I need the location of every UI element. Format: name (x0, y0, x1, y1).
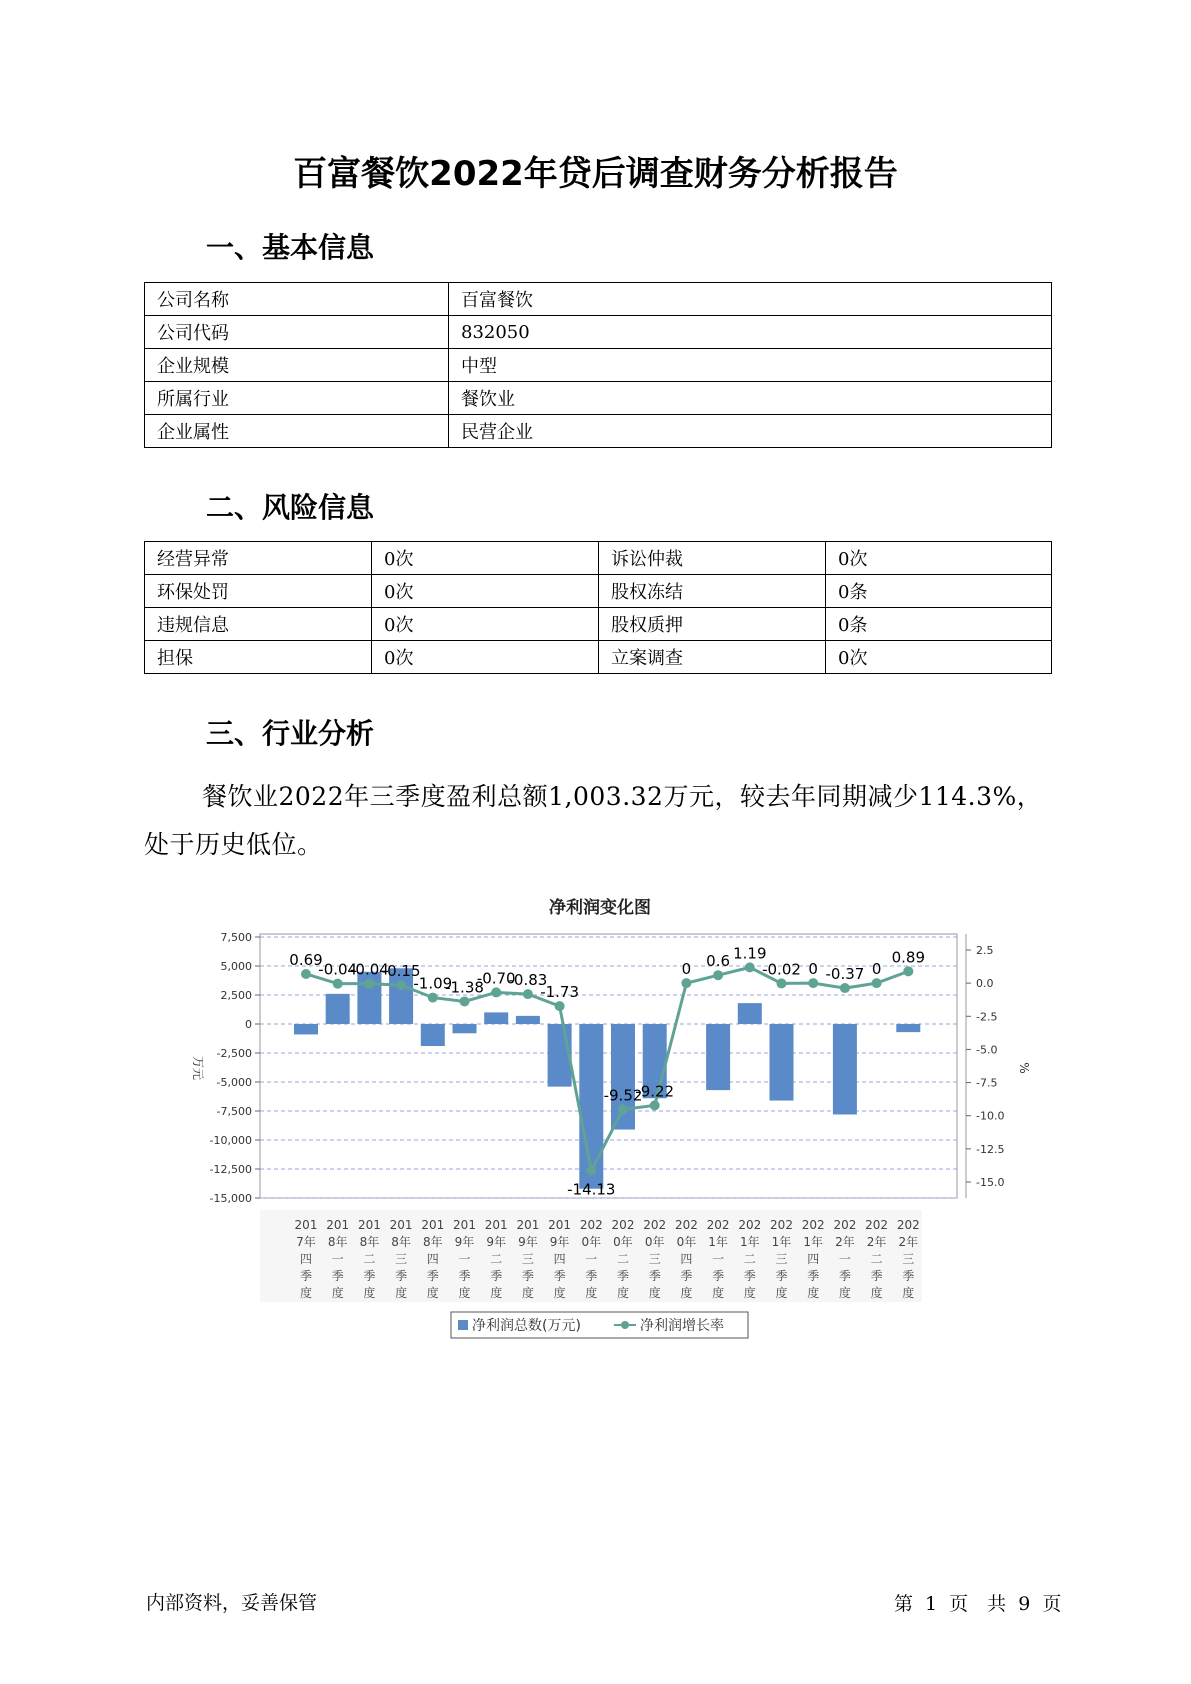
growth-rate-label: 0 (808, 960, 818, 979)
growth-rate-label: -1.09 (413, 974, 453, 993)
basic-info-label: 企业规模 (145, 349, 449, 382)
basic-info-value: 832050 (449, 316, 1052, 349)
risk-info-label: 违规信息 (145, 608, 372, 641)
category-label: 季 (490, 1269, 503, 1283)
left-tick-label: -12,500 (209, 1163, 252, 1176)
category-label: 度 (712, 1286, 725, 1300)
growth-rate-point (777, 978, 787, 988)
footer-page-number: 第 1 页 共 9 页 (894, 1593, 1062, 1615)
category-label: 9年 (486, 1235, 507, 1249)
category-label: 202 (833, 1218, 857, 1232)
growth-rate-label: 0.6 (706, 952, 731, 971)
category-label: 度 (521, 1286, 534, 1300)
bar (770, 1024, 794, 1101)
growth-rate-point (618, 1104, 628, 1114)
growth-rate-point (713, 970, 723, 980)
category-label: 9年 (518, 1235, 538, 1249)
risk-info-label: 担保 (145, 641, 372, 674)
category-label: 201 (326, 1218, 350, 1232)
section-heading-basic-info: 一、基本信息 (206, 231, 375, 264)
category-label: 1年 (771, 1235, 792, 1249)
growth-rate-label: 1.19 (733, 944, 767, 963)
bar (421, 1024, 445, 1046)
basic-info-label: 企业属性 (145, 415, 449, 448)
growth-rate-point (840, 983, 850, 993)
category-label: 三 (521, 1252, 534, 1266)
footer-confidential-note: 内部资料，妥善保管 (146, 1592, 318, 1614)
bar (294, 1024, 318, 1034)
category-label: 三 (395, 1252, 408, 1266)
left-tick-label: -5,000 (216, 1076, 252, 1089)
category-label: 季 (299, 1269, 313, 1283)
risk-info-value: 0条 (826, 608, 1052, 641)
basic-info-label: 公司代码 (145, 316, 449, 349)
basic-info-value: 中型 (449, 349, 1052, 382)
category-label: 二 (363, 1252, 376, 1266)
growth-rate-point (428, 993, 438, 1003)
risk-info-value: 0次 (372, 608, 599, 641)
category-label: 202 (801, 1218, 825, 1232)
category-label: 季 (521, 1269, 534, 1283)
category-label: 201 (516, 1218, 540, 1232)
category-label: 季 (458, 1269, 471, 1283)
category-label: 季 (902, 1269, 915, 1283)
risk-info-label: 股权冻结 (599, 575, 826, 608)
category-label: 202 (865, 1218, 889, 1232)
legend-line-marker (621, 1321, 629, 1329)
legend-bar-swatch (458, 1320, 468, 1330)
basic-info-label: 公司名称 (145, 283, 449, 316)
risk-info-value: 0次 (372, 542, 599, 575)
bar (833, 1024, 857, 1114)
chart-title: 净利润变化图 (549, 898, 651, 918)
growth-rate-label: -0.83 (508, 971, 548, 990)
growth-rate-point (872, 978, 882, 988)
growth-rate-point (555, 1001, 565, 1011)
category-label: 202 (579, 1218, 603, 1232)
category-label: 度 (490, 1286, 503, 1300)
basic-info-label: 所属行业 (145, 382, 449, 415)
category-label: 季 (616, 1269, 630, 1283)
left-tick-label: -15,000 (209, 1192, 252, 1205)
category-label: 四 (299, 1252, 313, 1266)
category-label: 一 (838, 1252, 851, 1266)
left-tick-label: 7,500 (220, 931, 252, 944)
category-label: 三 (648, 1252, 661, 1266)
category-label: 7年 (296, 1235, 316, 1249)
category-label: 度 (363, 1286, 376, 1300)
category-label: 度 (807, 1286, 820, 1300)
growth-rate-label: -0.04 (349, 960, 389, 979)
category-label: 202 (643, 1218, 667, 1232)
category-label: 季 (680, 1269, 693, 1283)
category-label: 四 (553, 1252, 566, 1266)
left-tick-label: -10,000 (209, 1134, 252, 1147)
category-label: 8年 (391, 1235, 411, 1249)
category-label: 季 (870, 1269, 883, 1283)
category-label: 1年 (739, 1235, 760, 1249)
category-label: 201 (453, 1218, 476, 1232)
growth-rate-point (808, 978, 818, 988)
category-label: 8年 (422, 1235, 443, 1249)
risk-info-label: 环保处罚 (145, 575, 372, 608)
section-heading-industry-analysis: 三、行业分析 (206, 717, 375, 750)
growth-rate-point (491, 987, 501, 997)
category-label: 8年 (359, 1235, 380, 1249)
category-label: 一 (331, 1252, 344, 1266)
growth-rate-label: -1.73 (540, 983, 580, 1002)
category-label: 0年 (676, 1235, 697, 1249)
category-label: 201 (357, 1218, 381, 1232)
section-heading-risk-info: 二、风险信息 (206, 491, 375, 524)
category-label: 202 (706, 1218, 730, 1232)
category-label: 季 (807, 1269, 820, 1283)
category-label: 201 (421, 1218, 445, 1232)
growth-rate-label: -0.04 (318, 960, 358, 979)
risk-info-label: 诉讼仲裁 (599, 542, 826, 575)
risk-info-value: 0条 (826, 575, 1052, 608)
growth-rate-point (523, 989, 533, 999)
right-tick-label: -5.0 (976, 1043, 998, 1057)
category-label: 1年 (708, 1235, 728, 1249)
growth-rate-label: -0.15 (381, 962, 421, 981)
category-label: 季 (553, 1269, 566, 1283)
category-label: 201 (389, 1218, 413, 1232)
category-label: 二 (616, 1252, 630, 1266)
right-tick-label: -12.5 (976, 1142, 1005, 1156)
risk-info-label: 股权质押 (599, 608, 826, 641)
growth-rate-point (681, 978, 691, 988)
category-label: 二 (870, 1252, 883, 1266)
bar (738, 1003, 762, 1024)
category-label: 度 (648, 1286, 661, 1300)
category-label: 度 (331, 1286, 344, 1300)
growth-rate-label: 0 (681, 960, 692, 979)
category-label: 季 (331, 1269, 344, 1283)
category-label: 季 (775, 1269, 788, 1283)
category-label: 度 (902, 1286, 915, 1300)
category-label: 2年 (898, 1235, 919, 1249)
growth-rate-point (903, 966, 913, 976)
growth-rate-label: -0.02 (762, 960, 801, 979)
bar (453, 1024, 477, 1033)
category-label: 四 (426, 1252, 439, 1266)
category-label: 202 (896, 1218, 920, 1232)
growth-rate-point (650, 1100, 660, 1110)
growth-rate-point (460, 996, 470, 1006)
growth-rate-label: 0.89 (891, 948, 926, 967)
category-label: 0年 (644, 1235, 665, 1249)
category-label: 2年 (866, 1235, 887, 1249)
growth-rate-point (301, 969, 311, 979)
category-label: 二 (490, 1252, 503, 1266)
category-label: 度 (680, 1286, 693, 1300)
category-label: 度 (585, 1286, 598, 1300)
right-tick-label: -7.5 (976, 1076, 998, 1090)
category-label: 201 (294, 1218, 318, 1232)
document-title: 百富餐饮2022年贷后调查财务分析报告 (293, 154, 898, 194)
right-axis-title: % (1017, 1062, 1031, 1074)
growth-rate-point (364, 979, 374, 989)
growth-rate-point (396, 980, 406, 990)
category-label: 2年 (835, 1235, 855, 1249)
category-label: 一 (458, 1252, 471, 1266)
category-label: 201 (484, 1218, 508, 1232)
legend-bar-label: 净利润总数(万元) (472, 1318, 581, 1334)
category-label: 一 (712, 1252, 725, 1266)
category-label: 201 (548, 1218, 572, 1232)
category-label: 202 (611, 1218, 635, 1232)
category-label: 季 (743, 1269, 756, 1283)
growth-rate-label: -14.13 (567, 1180, 616, 1199)
bar (896, 1024, 920, 1032)
category-label: 三 (775, 1252, 788, 1266)
category-label: 季 (426, 1269, 439, 1283)
left-tick-label: 5,000 (220, 960, 252, 973)
category-label: 二 (743, 1252, 756, 1266)
right-tick-label: 0.0 (976, 977, 994, 991)
category-label: 度 (553, 1286, 566, 1300)
growth-rate-label: -1.38 (445, 978, 484, 997)
category-label: 季 (712, 1269, 725, 1283)
category-label: 度 (838, 1286, 851, 1300)
legend-line-label: 净利润增长率 (640, 1318, 724, 1334)
basic-info-value: 百富餐饮 (449, 283, 1052, 316)
category-label: 202 (674, 1218, 698, 1232)
industry-analysis-paragraph: 餐饮业2022年三季度盈利总额1,003.32万元，较去年同期减少114.3%，处于历史低位。 (144, 782, 1043, 859)
category-label: 9年 (454, 1235, 475, 1249)
category-label: 度 (870, 1286, 883, 1300)
category-label: 202 (770, 1218, 793, 1232)
category-label: 度 (395, 1286, 408, 1300)
category-label: 202 (738, 1218, 762, 1232)
risk-info-label: 经营异常 (145, 542, 372, 575)
bar (706, 1024, 730, 1090)
bar (484, 1012, 508, 1024)
risk-info-label: 立案调查 (599, 641, 826, 674)
category-label: 度 (299, 1286, 313, 1300)
category-label: 1年 (803, 1235, 824, 1249)
category-label: 度 (426, 1286, 439, 1300)
growth-rate-label: 0.69 (289, 950, 323, 969)
category-label: 季 (648, 1269, 661, 1283)
category-label: 三 (902, 1252, 915, 1266)
category-label: 度 (458, 1286, 471, 1300)
growth-rate-label: 0 (871, 960, 882, 979)
right-tick-label: -10.0 (976, 1109, 1005, 1123)
category-label: 季 (585, 1269, 598, 1283)
left-tick-label: 0 (245, 1018, 252, 1031)
left-axis-title: 万元 (191, 1055, 205, 1081)
risk-info-value: 0次 (826, 641, 1052, 674)
left-tick-label: -2,500 (216, 1047, 252, 1060)
category-label: 四 (807, 1252, 820, 1266)
risk-info-value: 0次 (826, 542, 1052, 575)
category-label: 四 (680, 1252, 693, 1266)
category-label: 度 (743, 1286, 756, 1300)
right-tick-label: -2.5 (976, 1010, 998, 1024)
growth-rate-point (586, 1165, 596, 1175)
left-tick-label: -7,500 (216, 1105, 252, 1118)
growth-rate-label: -9.22 (635, 1082, 675, 1101)
bar (326, 994, 350, 1024)
category-label: 季 (838, 1269, 851, 1283)
risk-info-value: 0次 (372, 575, 599, 608)
bar (516, 1016, 540, 1024)
growth-rate-point (745, 962, 755, 972)
growth-rate-point (333, 979, 343, 989)
right-tick-label: 2.5 (976, 944, 994, 957)
risk-info-value: 0次 (372, 641, 599, 674)
growth-rate-label: -9.52 (603, 1086, 643, 1105)
category-label: 度 (616, 1286, 630, 1300)
category-label: 季 (363, 1269, 376, 1283)
basic-info-value: 民营企业 (449, 415, 1052, 448)
left-tick-label: 2,500 (220, 989, 252, 1002)
growth-rate-label: -0.37 (825, 965, 865, 984)
category-label: 季 (395, 1269, 408, 1283)
category-label: 8年 (327, 1235, 348, 1249)
category-label: 0年 (581, 1235, 602, 1249)
growth-rate-label: -0.70 (476, 969, 516, 988)
category-label: 0年 (613, 1235, 633, 1249)
basic-info-value: 餐饮业 (449, 382, 1052, 415)
category-label: 9年 (549, 1235, 570, 1249)
category-label: 度 (775, 1286, 788, 1300)
category-label: 一 (585, 1252, 598, 1266)
right-tick-label: -15.0 (976, 1176, 1005, 1189)
